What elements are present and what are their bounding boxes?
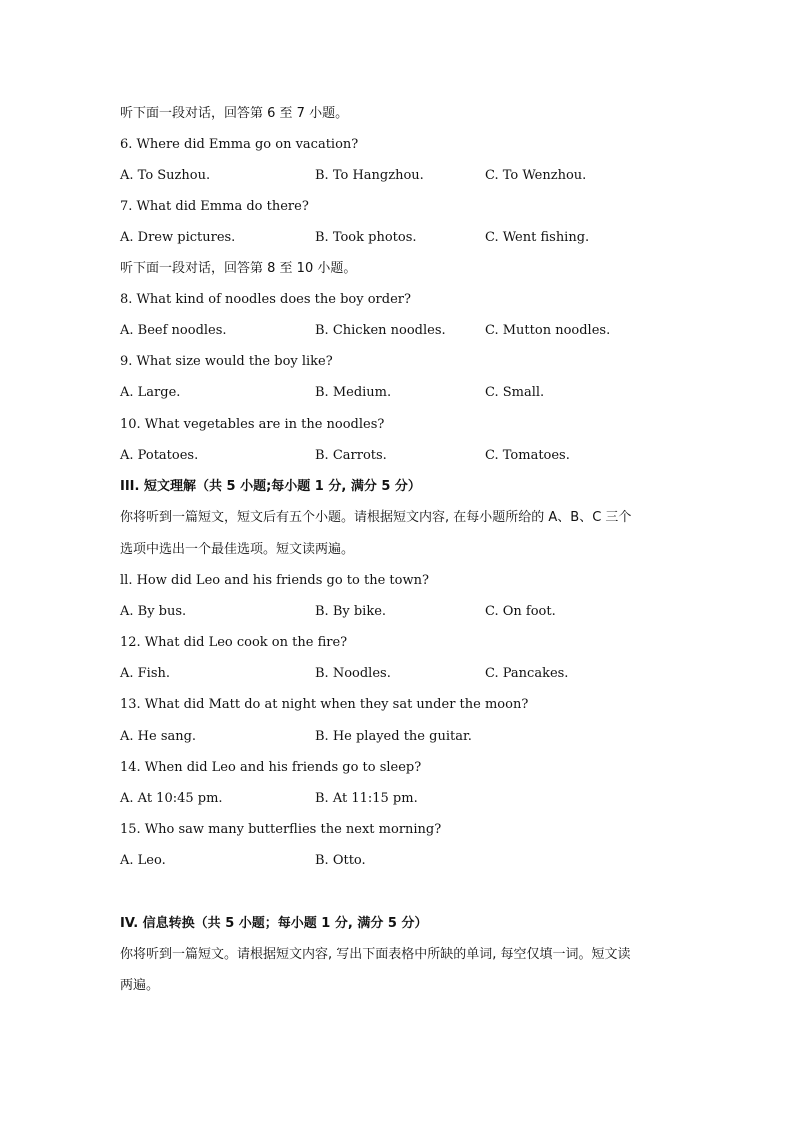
question-9: 9. What size would the boy like? xyxy=(120,354,333,369)
question-9-option-b: B. Medium. xyxy=(315,385,392,400)
question-10: 10. What vegetables are in the noodles? xyxy=(120,417,385,432)
question-13-option-a: A. He sang. xyxy=(120,729,197,744)
question-9-option-a: A. Large. xyxy=(120,385,181,400)
question-10-option-c: C. Tomatoes. xyxy=(485,448,570,463)
dialogue-instruction-6-7: 听下面一段对话，回答第 6 至 7 小题。 xyxy=(120,106,349,121)
question-8-option-b: B. Chicken noodles. xyxy=(315,323,446,338)
question-14: 14. When did Leo and his friends go to sleep? xyxy=(120,760,422,775)
question-8-option-c: C. Mutton noodles. xyxy=(485,323,611,338)
question-12-option-b: B. Noodles. xyxy=(315,666,391,681)
section-3-heading: III. 短文理解（共 5 小题;每小题 1 分, 满分 5 分） xyxy=(120,479,421,494)
question-15-option-b: B. Otto. xyxy=(315,853,366,868)
question-15: 15. Who saw many butterflies the next morning? xyxy=(120,822,442,837)
question-13: 13. What did Matt do at night when they sat under the moon? xyxy=(120,697,529,712)
question-14-option-a: A. At 10:45 pm. xyxy=(120,791,223,806)
section-4-instruction-line-1: 你将听到一篇短文。请根据短文内容, 写出下面表格中所缺的单词, 每空仅填一词。短文读 xyxy=(120,947,631,962)
section-4-heading: IV. 信息转换（共 5 小题；每小题 1 分, 满分 5 分） xyxy=(120,916,428,931)
question-6: 6. Where did Emma go on vacation? xyxy=(120,137,359,152)
question-14-option-b: B. At 11:15 pm. xyxy=(315,791,418,806)
question-8-option-a: A. Beef noodles. xyxy=(120,323,227,338)
section-3-instruction-line-2: 选项中选出一个最佳选项。短文读两遍。 xyxy=(120,542,355,557)
question-7: 7. What did Emma do there? xyxy=(120,199,309,214)
question-15-option-a: A. Leo. xyxy=(120,853,166,868)
question-8: 8. What kind of noodles does the boy order? xyxy=(120,292,411,307)
question-11-option-a: A. By bus. xyxy=(120,604,187,619)
question-6-option-a: A. To Suzhou. xyxy=(120,168,211,183)
question-13-option-b: B. He played the guitar. xyxy=(315,729,472,744)
question-11-option-b: B. By bike. xyxy=(315,604,387,619)
question-7-option-c: C. Went fishing. xyxy=(485,230,590,245)
question-11-option-c: C. On foot. xyxy=(485,604,556,619)
question-12-option-c: C. Pancakes. xyxy=(485,666,569,681)
section-3-instruction-line-1: 你将听到一篇短文，短文后有五个小题。请根据短文内容, 在每小题所给的 A、B、C 三个 xyxy=(120,510,632,525)
question-6-option-b: B. To Hangzhou. xyxy=(315,168,424,183)
question-6-option-c: C. To Wenzhou. xyxy=(485,168,587,183)
question-10-option-a: A. Potatoes. xyxy=(120,448,199,463)
question-7-option-a: A. Drew pictures. xyxy=(120,230,236,245)
question-11: ll. How did Leo and his friends go to the town? xyxy=(120,573,429,588)
question-9-option-c: C. Small. xyxy=(485,385,545,400)
question-7-option-b: B. Took photos. xyxy=(315,230,417,245)
section-4-instruction-line-2: 两遍。 xyxy=(120,978,160,993)
dialogue-instruction-8-10: 听下面一段对话，回答第 8 至 10 小题。 xyxy=(120,261,357,276)
question-12-option-a: A. Fish. xyxy=(120,666,171,681)
question-12: 12. What did Leo cook on the fire? xyxy=(120,635,348,650)
question-10-option-b: B. Carrots. xyxy=(315,448,387,463)
